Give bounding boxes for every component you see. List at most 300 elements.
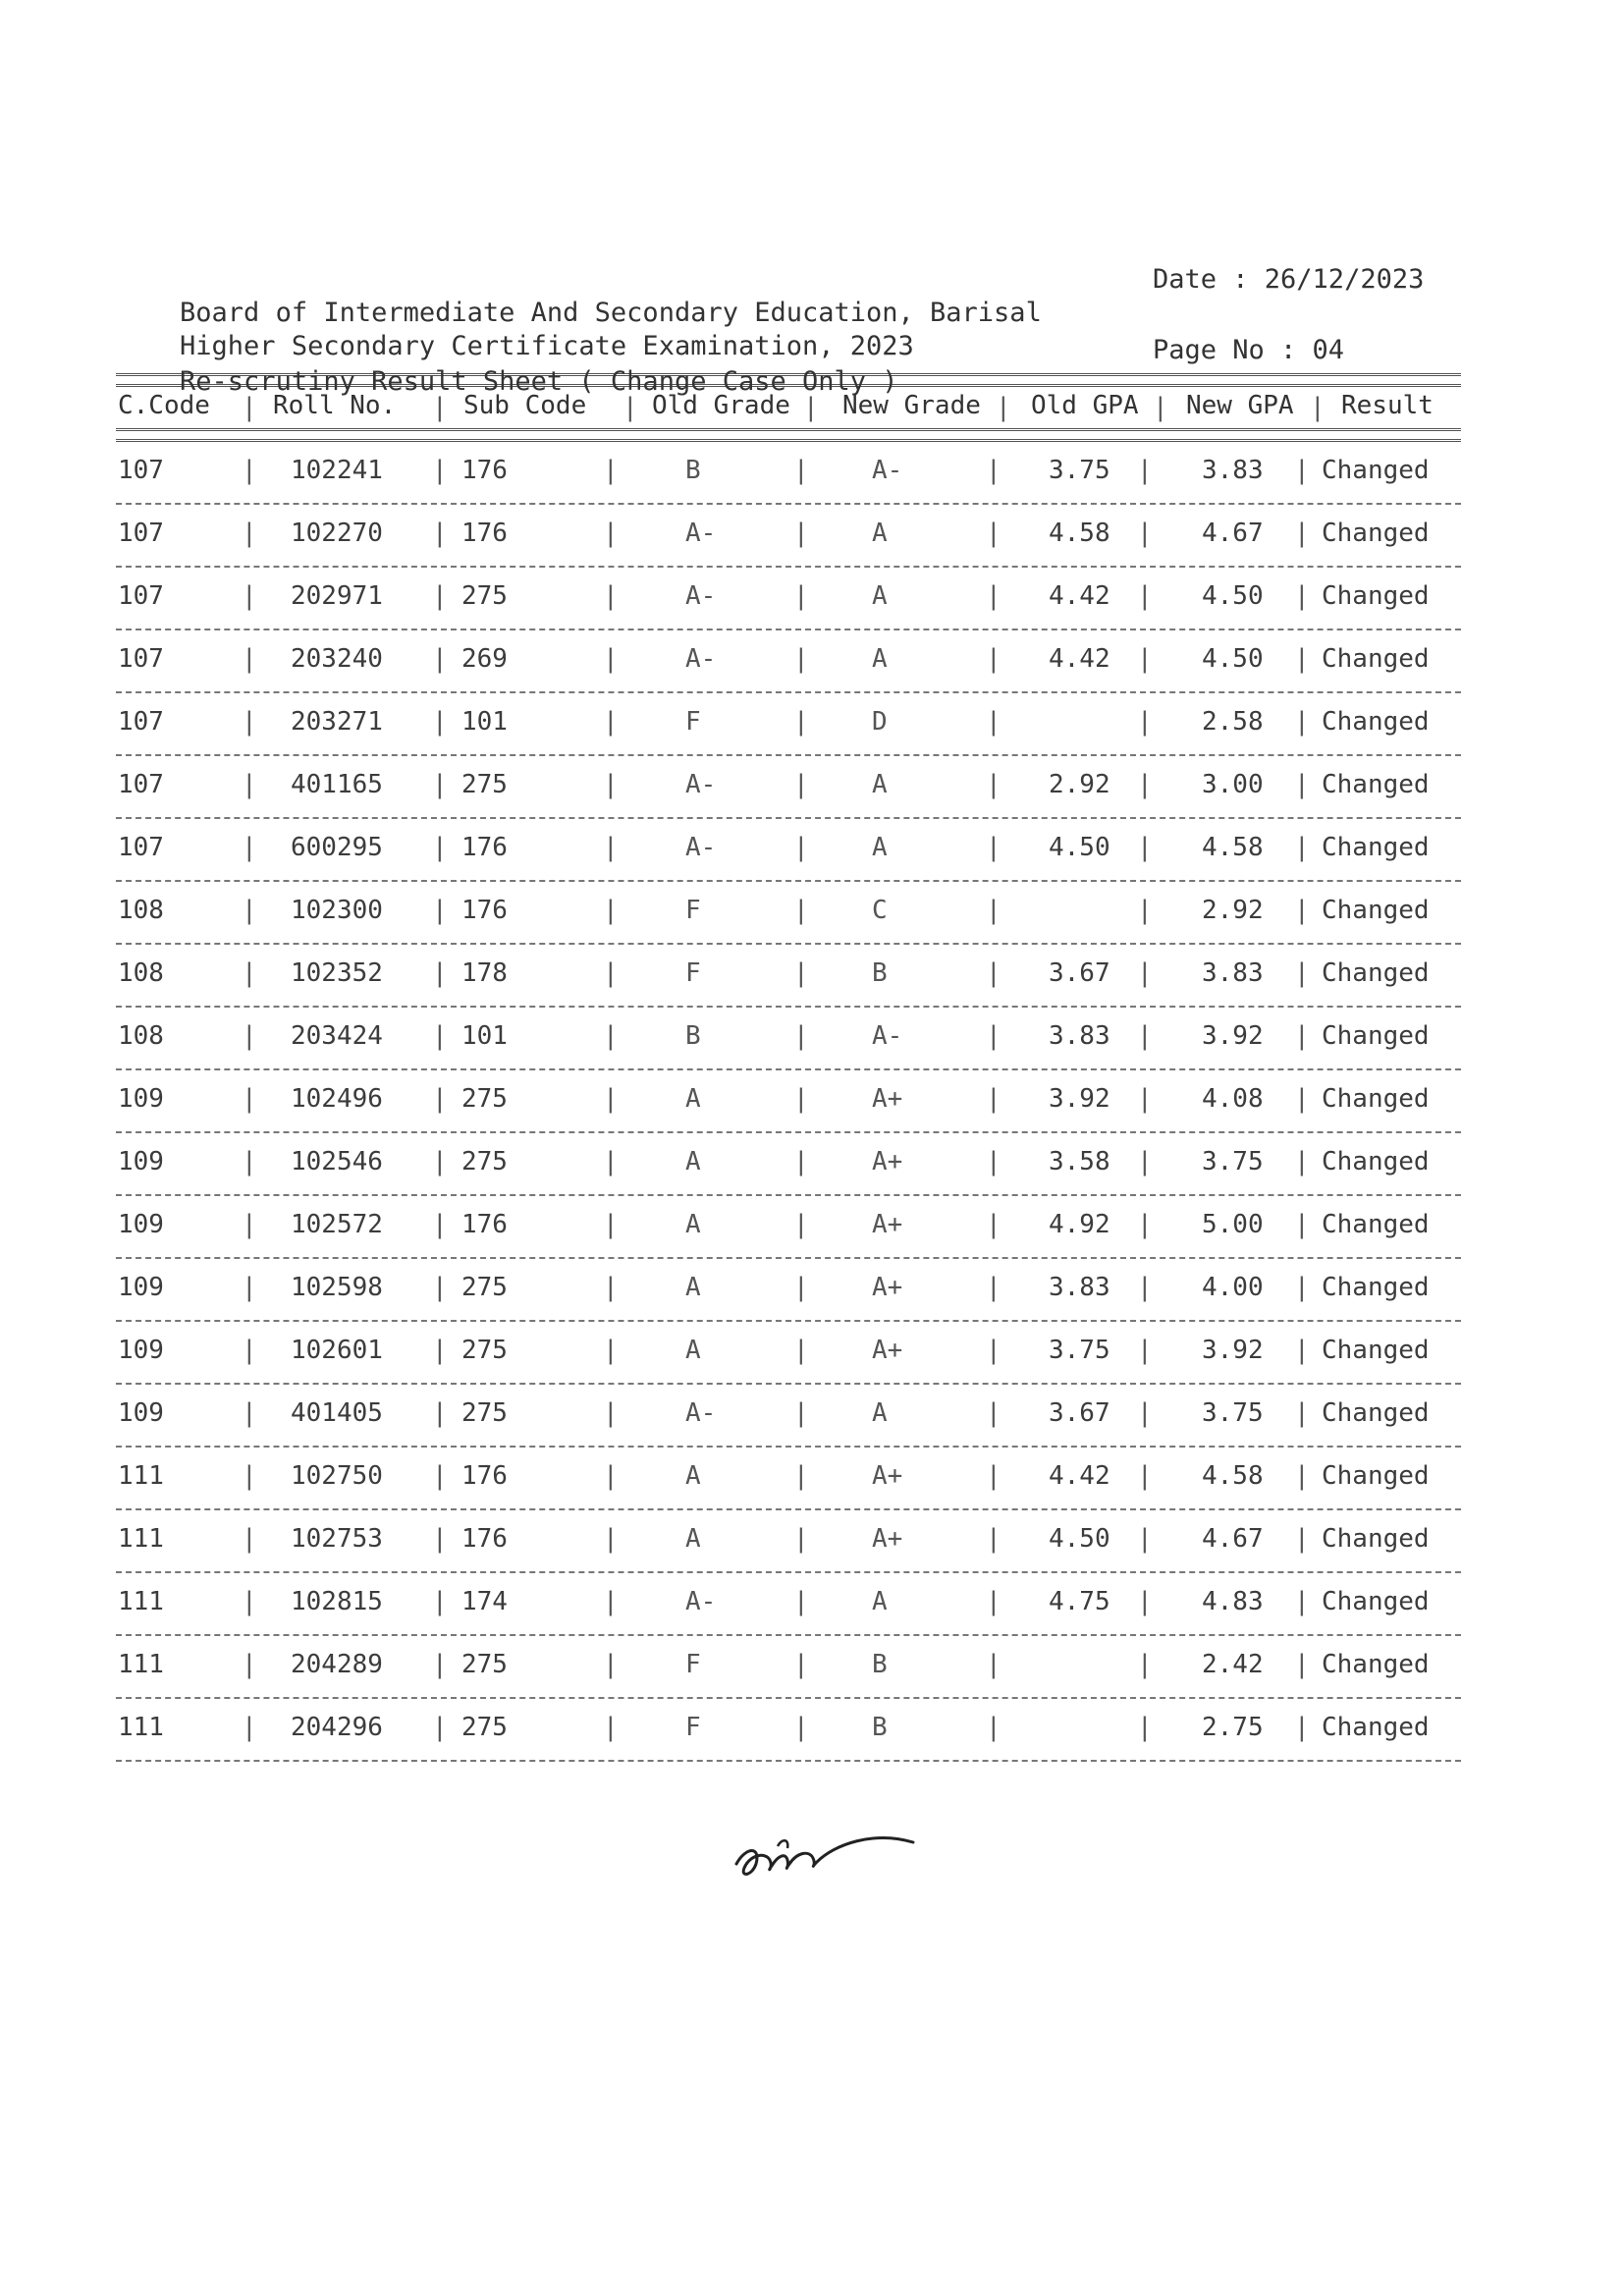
col-separator: |	[793, 1461, 809, 1491]
cell-result: Changed	[1322, 1147, 1430, 1176]
cell-c-code: 109	[118, 1210, 164, 1239]
col-separator: |	[432, 707, 448, 737]
cell-old-grade: A	[685, 1147, 701, 1176]
cell-result: Changed	[1322, 896, 1430, 925]
col-separator: |	[242, 1084, 257, 1114]
col-separator: |	[986, 896, 1001, 925]
cell-old-grade: F	[685, 1650, 701, 1679]
col-header-new-grade: New Grade	[842, 391, 981, 420]
cell-new-gpa: 4.58	[1202, 1461, 1264, 1491]
table-row	[116, 756, 1461, 819]
cell-c-code: 107	[118, 581, 164, 611]
cell-c-code: 109	[118, 1398, 164, 1428]
col-separator: |	[1137, 1713, 1153, 1742]
col-separator: |	[1137, 519, 1153, 548]
col-separator: |	[603, 1273, 619, 1302]
cell-old-grade: A-	[685, 644, 717, 674]
cell-old-gpa: 3.83	[1049, 1273, 1110, 1302]
cell-new-grade: A	[872, 644, 888, 674]
cell-result: Changed	[1322, 1273, 1430, 1302]
cell-old-gpa: 3.75	[1049, 1336, 1110, 1365]
cell-old-grade: F	[685, 896, 701, 925]
table-row	[116, 630, 1461, 693]
col-separator: |	[432, 393, 448, 422]
cell-new-grade: A-	[872, 1021, 903, 1051]
col-separator: |	[432, 1524, 448, 1554]
cell-sub-code: 275	[461, 1147, 508, 1176]
cell-sub-code: 176	[461, 1524, 508, 1554]
cell-roll-no: 102601	[291, 1336, 383, 1365]
cell-result: Changed	[1322, 456, 1430, 485]
cell-new-gpa: 3.92	[1202, 1021, 1264, 1051]
cell-roll-no: 600295	[291, 833, 383, 862]
cell-new-gpa: 4.67	[1202, 1524, 1264, 1554]
cell-result: Changed	[1322, 833, 1430, 862]
cell-new-grade: A+	[872, 1210, 903, 1239]
cell-new-gpa: 4.08	[1202, 1084, 1264, 1114]
col-separator: |	[432, 1210, 448, 1239]
col-separator: |	[793, 1713, 809, 1742]
col-separator: |	[242, 833, 257, 862]
col-separator: |	[432, 1147, 448, 1176]
col-separator: |	[793, 1273, 809, 1302]
table-row	[116, 693, 1461, 756]
col-separator: |	[1294, 1524, 1310, 1554]
cell-old-gpa: 3.67	[1049, 1398, 1110, 1428]
col-separator: |	[242, 1650, 257, 1679]
cell-c-code: 107	[118, 644, 164, 674]
cell-roll-no: 102270	[291, 519, 383, 548]
col-separator: |	[1294, 1713, 1310, 1742]
col-separator: |	[432, 1461, 448, 1491]
col-separator: |	[603, 581, 619, 611]
cell-result: Changed	[1322, 1524, 1430, 1554]
col-separator: |	[793, 456, 809, 485]
cell-old-gpa: 2.92	[1049, 770, 1110, 799]
cell-roll-no: 401405	[291, 1398, 383, 1428]
table-row	[116, 1133, 1461, 1196]
cell-new-grade: A	[872, 519, 888, 548]
cell-roll-no: 202971	[291, 581, 383, 611]
col-separator: |	[1294, 1147, 1310, 1176]
col-separator: |	[1137, 707, 1153, 737]
col-separator: |	[603, 833, 619, 862]
col-separator: |	[1137, 1461, 1153, 1491]
cell-old-grade: A-	[685, 581, 717, 611]
header-line-sheet	[116, 332, 1461, 397]
cell-old-grade: F	[685, 1713, 701, 1742]
col-separator: |	[793, 1147, 809, 1176]
col-separator: |	[603, 770, 619, 799]
col-separator: |	[1137, 833, 1153, 862]
cell-old-grade: A	[685, 1273, 701, 1302]
cell-new-grade: D	[872, 707, 888, 737]
col-separator: |	[242, 707, 257, 737]
cell-old-gpa: 3.92	[1049, 1084, 1110, 1114]
col-separator: |	[603, 1084, 619, 1114]
cell-c-code: 107	[118, 833, 164, 862]
col-separator: |	[986, 1210, 1001, 1239]
col-separator: |	[242, 393, 257, 422]
cell-result: Changed	[1322, 1587, 1430, 1616]
col-separator: |	[986, 707, 1001, 737]
cell-c-code: 109	[118, 1336, 164, 1365]
table-row	[116, 1510, 1461, 1573]
cell-sub-code: 275	[461, 1273, 508, 1302]
col-separator: |	[242, 1398, 257, 1428]
col-separator: |	[242, 519, 257, 548]
table-row	[116, 1070, 1461, 1133]
col-separator: |	[432, 958, 448, 988]
cell-old-gpa: 3.83	[1049, 1021, 1110, 1051]
cell-old-gpa: 4.50	[1049, 1524, 1110, 1554]
col-separator: |	[1294, 707, 1310, 737]
cell-c-code: 111	[118, 1713, 164, 1742]
cell-c-code: 107	[118, 707, 164, 737]
header-line-board	[116, 263, 1461, 328]
col-separator: |	[793, 770, 809, 799]
cell-c-code: 107	[118, 770, 164, 799]
cell-roll-no: 102750	[291, 1461, 383, 1491]
cell-result: Changed	[1322, 1336, 1430, 1365]
col-separator: |	[793, 1210, 809, 1239]
table-row	[116, 945, 1461, 1008]
cell-sub-code: 101	[461, 707, 508, 737]
cell-result: Changed	[1322, 581, 1430, 611]
cell-old-grade: A-	[685, 770, 717, 799]
cell-old-grade: B	[685, 1021, 701, 1051]
col-header-roll: Roll No.	[273, 391, 397, 420]
col-separator: |	[1294, 1398, 1310, 1428]
cell-new-gpa: 3.92	[1202, 1336, 1264, 1365]
cell-roll-no: 204289	[291, 1650, 383, 1679]
cell-result: Changed	[1322, 1021, 1430, 1051]
col-separator: |	[986, 456, 1001, 485]
col-separator: |	[432, 456, 448, 485]
cell-new-grade: A	[872, 770, 888, 799]
col-separator: |	[1137, 1210, 1153, 1239]
col-separator: |	[1137, 1398, 1153, 1428]
cell-sub-code: 275	[461, 1084, 508, 1114]
cell-old-gpa: 4.42	[1049, 581, 1110, 611]
cell-old-gpa: 4.75	[1049, 1587, 1110, 1616]
cell-old-grade: F	[685, 958, 701, 988]
col-separator: |	[986, 1524, 1001, 1554]
cell-sub-code: 176	[461, 456, 508, 485]
col-separator: |	[242, 1713, 257, 1742]
cell-new-gpa: 5.00	[1202, 1210, 1264, 1239]
table-row	[116, 1573, 1461, 1636]
cell-old-grade: A-	[685, 1398, 717, 1428]
col-separator: |	[242, 896, 257, 925]
cell-roll-no: 102352	[291, 958, 383, 988]
col-separator: |	[1310, 393, 1326, 422]
cell-sub-code: 275	[461, 581, 508, 611]
column-header-row	[116, 387, 1461, 426]
header-rule-bottom	[116, 428, 1461, 442]
col-separator: |	[432, 770, 448, 799]
col-separator: |	[1137, 1650, 1153, 1679]
col-separator: |	[986, 1084, 1001, 1114]
col-header-sub-code: Sub Code	[463, 391, 587, 420]
table-row	[116, 1322, 1461, 1385]
col-separator: |	[1137, 896, 1153, 925]
cell-roll-no: 102815	[291, 1587, 383, 1616]
col-separator: |	[793, 958, 809, 988]
col-separator: |	[1294, 1084, 1310, 1114]
col-separator: |	[242, 1147, 257, 1176]
cell-roll-no: 102496	[291, 1084, 383, 1114]
cell-old-gpa: 4.50	[1049, 833, 1110, 862]
col-separator: |	[603, 707, 619, 737]
cell-sub-code: 176	[461, 1461, 508, 1491]
col-separator: |	[1294, 519, 1310, 548]
cell-new-gpa: 3.00	[1202, 770, 1264, 799]
cell-new-gpa: 4.67	[1202, 519, 1264, 548]
cell-sub-code: 275	[461, 1713, 508, 1742]
cell-new-grade: C	[872, 896, 888, 925]
cell-new-grade: A	[872, 581, 888, 611]
col-separator: |	[1294, 456, 1310, 485]
cell-new-gpa: 2.42	[1202, 1650, 1264, 1679]
table-row	[116, 1448, 1461, 1510]
cell-c-code: 108	[118, 958, 164, 988]
cell-sub-code: 275	[461, 770, 508, 799]
cell-new-grade: A+	[872, 1524, 903, 1554]
col-separator: |	[793, 644, 809, 674]
col-separator: |	[603, 644, 619, 674]
cell-new-gpa: 3.83	[1202, 456, 1264, 485]
col-separator: |	[986, 1273, 1001, 1302]
col-separator: |	[986, 958, 1001, 988]
col-separator: |	[603, 958, 619, 988]
cell-new-grade: A	[872, 833, 888, 862]
cell-roll-no: 102572	[291, 1210, 383, 1239]
cell-roll-no: 102598	[291, 1273, 383, 1302]
cell-c-code: 107	[118, 519, 164, 548]
col-separator: |	[242, 644, 257, 674]
cell-roll-no: 102241	[291, 456, 383, 485]
col-separator: |	[986, 1398, 1001, 1428]
cell-old-gpa: 3.75	[1049, 456, 1110, 485]
col-separator: |	[986, 519, 1001, 548]
col-separator: |	[432, 1650, 448, 1679]
col-separator: |	[1137, 1587, 1153, 1616]
col-separator: |	[1153, 393, 1168, 422]
col-separator: |	[1294, 896, 1310, 925]
cell-old-grade: A-	[685, 519, 717, 548]
cell-result: Changed	[1322, 707, 1430, 737]
cell-result: Changed	[1322, 519, 1430, 548]
col-separator: |	[793, 707, 809, 737]
cell-new-gpa: 2.75	[1202, 1713, 1264, 1742]
col-separator: |	[603, 1461, 619, 1491]
table-row	[116, 1385, 1461, 1448]
cell-old-grade: A-	[685, 833, 717, 862]
col-separator: |	[242, 1524, 257, 1554]
cell-old-grade: B	[685, 456, 701, 485]
cell-old-gpa: 4.42	[1049, 1461, 1110, 1491]
exam-title: Higher Secondary Certificate Examination, 2023	[180, 331, 914, 361]
col-separator: |	[1137, 1524, 1153, 1554]
cell-sub-code: 101	[461, 1021, 508, 1051]
cell-result: Changed	[1322, 1210, 1430, 1239]
col-separator: |	[793, 1336, 809, 1365]
cell-roll-no: 102546	[291, 1147, 383, 1176]
cell-c-code: 109	[118, 1273, 164, 1302]
col-separator: |	[432, 1021, 448, 1051]
cell-c-code: 111	[118, 1587, 164, 1616]
col-separator: |	[986, 1713, 1001, 1742]
cell-result: Changed	[1322, 1650, 1430, 1679]
cell-old-gpa: 4.42	[1049, 644, 1110, 674]
cell-new-gpa: 2.92	[1202, 896, 1264, 925]
col-separator: |	[603, 1587, 619, 1616]
cell-old-grade: A	[685, 1084, 701, 1114]
table-row	[116, 882, 1461, 945]
table-row	[116, 819, 1461, 882]
cell-roll-no: 203240	[291, 644, 383, 674]
cell-sub-code: 176	[461, 896, 508, 925]
col-separator: |	[1294, 1210, 1310, 1239]
col-separator: |	[986, 1461, 1001, 1491]
col-separator: |	[1137, 1273, 1153, 1302]
col-separator: |	[603, 1336, 619, 1365]
cell-old-gpa: 4.58	[1049, 519, 1110, 548]
col-separator: |	[1137, 770, 1153, 799]
col-separator: |	[793, 833, 809, 862]
col-separator: |	[432, 896, 448, 925]
table-body	[116, 442, 1461, 1762]
col-separator: |	[986, 1650, 1001, 1679]
col-separator: |	[1137, 1147, 1153, 1176]
col-separator: |	[242, 1587, 257, 1616]
cell-new-gpa: 4.00	[1202, 1273, 1264, 1302]
col-separator: |	[603, 1524, 619, 1554]
col-separator: |	[793, 1021, 809, 1051]
col-separator: |	[986, 644, 1001, 674]
signature	[727, 1817, 923, 1886]
col-separator: |	[1294, 644, 1310, 674]
col-separator: |	[432, 1587, 448, 1616]
cell-c-code: 107	[118, 456, 164, 485]
col-separator: |	[1294, 1336, 1310, 1365]
cell-sub-code: 174	[461, 1587, 508, 1616]
col-separator: |	[432, 581, 448, 611]
cell-result: Changed	[1322, 1713, 1430, 1742]
col-separator: |	[432, 1273, 448, 1302]
col-separator: |	[793, 519, 809, 548]
col-separator: |	[603, 1398, 619, 1428]
table-row	[116, 1196, 1461, 1259]
cell-old-grade: A	[685, 1210, 701, 1239]
col-separator: |	[603, 1713, 619, 1742]
board-title: Board of Intermediate And Secondary Education, Barisal	[180, 298, 1042, 328]
col-separator: |	[432, 1713, 448, 1742]
col-separator: |	[986, 833, 1001, 862]
cell-sub-code: 178	[461, 958, 508, 988]
col-separator: |	[1137, 644, 1153, 674]
cell-roll-no: 204296	[291, 1713, 383, 1742]
cell-new-gpa: 3.75	[1202, 1147, 1264, 1176]
col-separator: |	[1137, 1021, 1153, 1051]
cell-sub-code: 176	[461, 519, 508, 548]
table-row	[116, 1636, 1461, 1699]
col-separator: |	[603, 1650, 619, 1679]
col-separator: |	[986, 1147, 1001, 1176]
col-separator: |	[986, 1021, 1001, 1051]
cell-new-gpa: 4.50	[1202, 581, 1264, 611]
col-separator: |	[1294, 1650, 1310, 1679]
col-separator: |	[793, 1524, 809, 1554]
col-separator: |	[986, 1336, 1001, 1365]
col-separator: |	[242, 456, 257, 485]
cell-new-grade: B	[872, 958, 888, 988]
col-separator: |	[803, 393, 819, 422]
cell-old-grade: A	[685, 1336, 701, 1365]
table-row	[116, 1699, 1461, 1762]
col-separator: |	[432, 1336, 448, 1365]
col-separator: |	[1294, 1587, 1310, 1616]
col-separator: |	[432, 1398, 448, 1428]
cell-new-grade: A+	[872, 1273, 903, 1302]
cell-new-grade: A+	[872, 1084, 903, 1114]
col-separator: |	[793, 581, 809, 611]
col-separator: |	[1294, 1273, 1310, 1302]
cell-new-gpa: 4.50	[1202, 644, 1264, 674]
col-separator: |	[1137, 1336, 1153, 1365]
col-separator: |	[1294, 833, 1310, 862]
cell-result: Changed	[1322, 644, 1430, 674]
col-separator: |	[432, 833, 448, 862]
cell-new-grade: A+	[872, 1147, 903, 1176]
cell-new-grade: B	[872, 1713, 888, 1742]
cell-roll-no: 203424	[291, 1021, 383, 1051]
col-separator: |	[242, 1210, 257, 1239]
col-separator: |	[1137, 581, 1153, 611]
col-separator: |	[793, 1084, 809, 1114]
col-separator: |	[242, 1336, 257, 1365]
col-separator: |	[242, 1273, 257, 1302]
sheet-date: Date : 26/12/2023	[1153, 264, 1425, 295]
cell-new-grade: A	[872, 1398, 888, 1428]
col-separator: |	[603, 1021, 619, 1051]
cell-old-grade: F	[685, 707, 701, 737]
cell-result: Changed	[1322, 770, 1430, 799]
result-sheet	[116, 263, 1461, 1762]
col-separator: |	[1294, 958, 1310, 988]
col-separator: |	[986, 1587, 1001, 1616]
col-separator: |	[986, 581, 1001, 611]
col-separator: |	[242, 1021, 257, 1051]
cell-c-code: 111	[118, 1650, 164, 1679]
col-separator: |	[986, 770, 1001, 799]
col-separator: |	[603, 896, 619, 925]
cell-result: Changed	[1322, 1461, 1430, 1491]
cell-roll-no: 203271	[291, 707, 383, 737]
cell-new-grade: A+	[872, 1336, 903, 1365]
sheet-title: Re-scrutiny Result Sheet ( Change Case Only )	[180, 366, 898, 397]
col-header-c-code: C.Code	[118, 391, 210, 420]
col-separator: |	[242, 581, 257, 611]
col-separator: |	[1294, 1461, 1310, 1491]
col-separator: |	[432, 1084, 448, 1114]
col-separator: |	[242, 770, 257, 799]
cell-old-grade: A-	[685, 1587, 717, 1616]
cell-old-gpa: 3.67	[1049, 958, 1110, 988]
col-separator: |	[1294, 581, 1310, 611]
col-separator: |	[603, 1147, 619, 1176]
